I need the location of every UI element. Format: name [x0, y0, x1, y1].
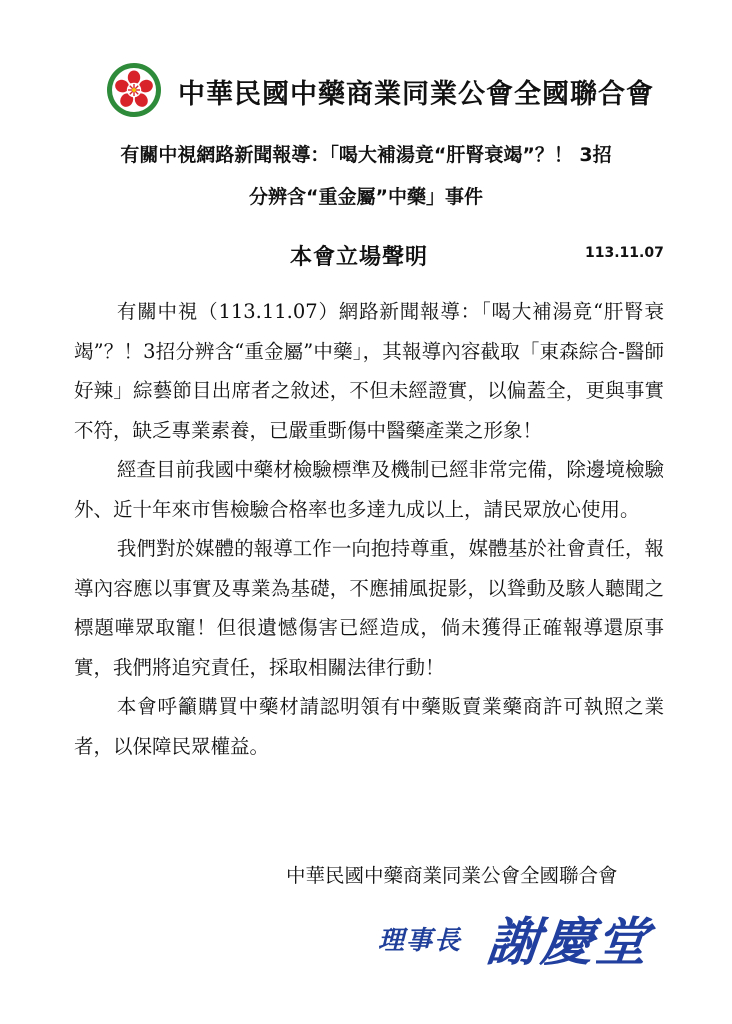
footer-organization: 中華民國中藥商業同業公會全國聯合會: [286, 864, 618, 887]
signature-name: 謝慶堂: [484, 912, 653, 973]
statement-body: [74, 292, 664, 766]
body-paragraph: 有關中視（113.11.07）網路新聞報導：「喝大補湯竟“肝腎衰竭”？！3招分辨含“重金屬”中藥」，其報導內容截取「東森綜合-醫師好辣」綜藝節目出席者之敘述，不但未經證實，以偏蓋全，更與事實不符，缺乏專業素養，已嚴重斲傷中醫藥產業之形象！: [74, 300, 664, 442]
subject-line-2: 分辨含“重金屬”中藥」事件: [249, 186, 483, 208]
statement-title: 本會立場聲明: [290, 245, 429, 270]
subject-line-1: 有關中視網路新聞報導：「喝大補湯竟“肝腎衰竭”？！ 3招: [120, 144, 612, 166]
signature-role: 理事長: [378, 926, 463, 956]
body-paragraph: 經查目前我國中藥材檢驗標準及機制已經非常完備，除邊境檢驗外、近十年來市售檢驗合格率也多達九成以上，請民眾放心使用。: [74, 458, 664, 521]
signature-block: [378, 898, 678, 978]
organization-title: 中華民國中藥商業同業公會全國聯合會: [178, 79, 654, 110]
body-paragraph: 我們對於媒體的報導工作一向抱持尊重，媒體基於社會責任，報導內容應以事實及專業為基礎，不應捕風捉影，以聳動及駭人聽聞之標題嘩眾取寵！但很遺憾傷害已經造成，倘未獲得正確報導還原事實，我們將追究責任，採取相關法律行動！: [74, 537, 664, 679]
plum-blossom-emblem-icon: [106, 62, 162, 118]
body-paragraph: 本會呼籲購買中藥材請認明領有中藥販賣業藥商許可執照之業者，以保障民眾權益。: [74, 695, 664, 758]
statement-date: 113.11.07: [585, 245, 664, 261]
letterhead: [106, 62, 666, 120]
